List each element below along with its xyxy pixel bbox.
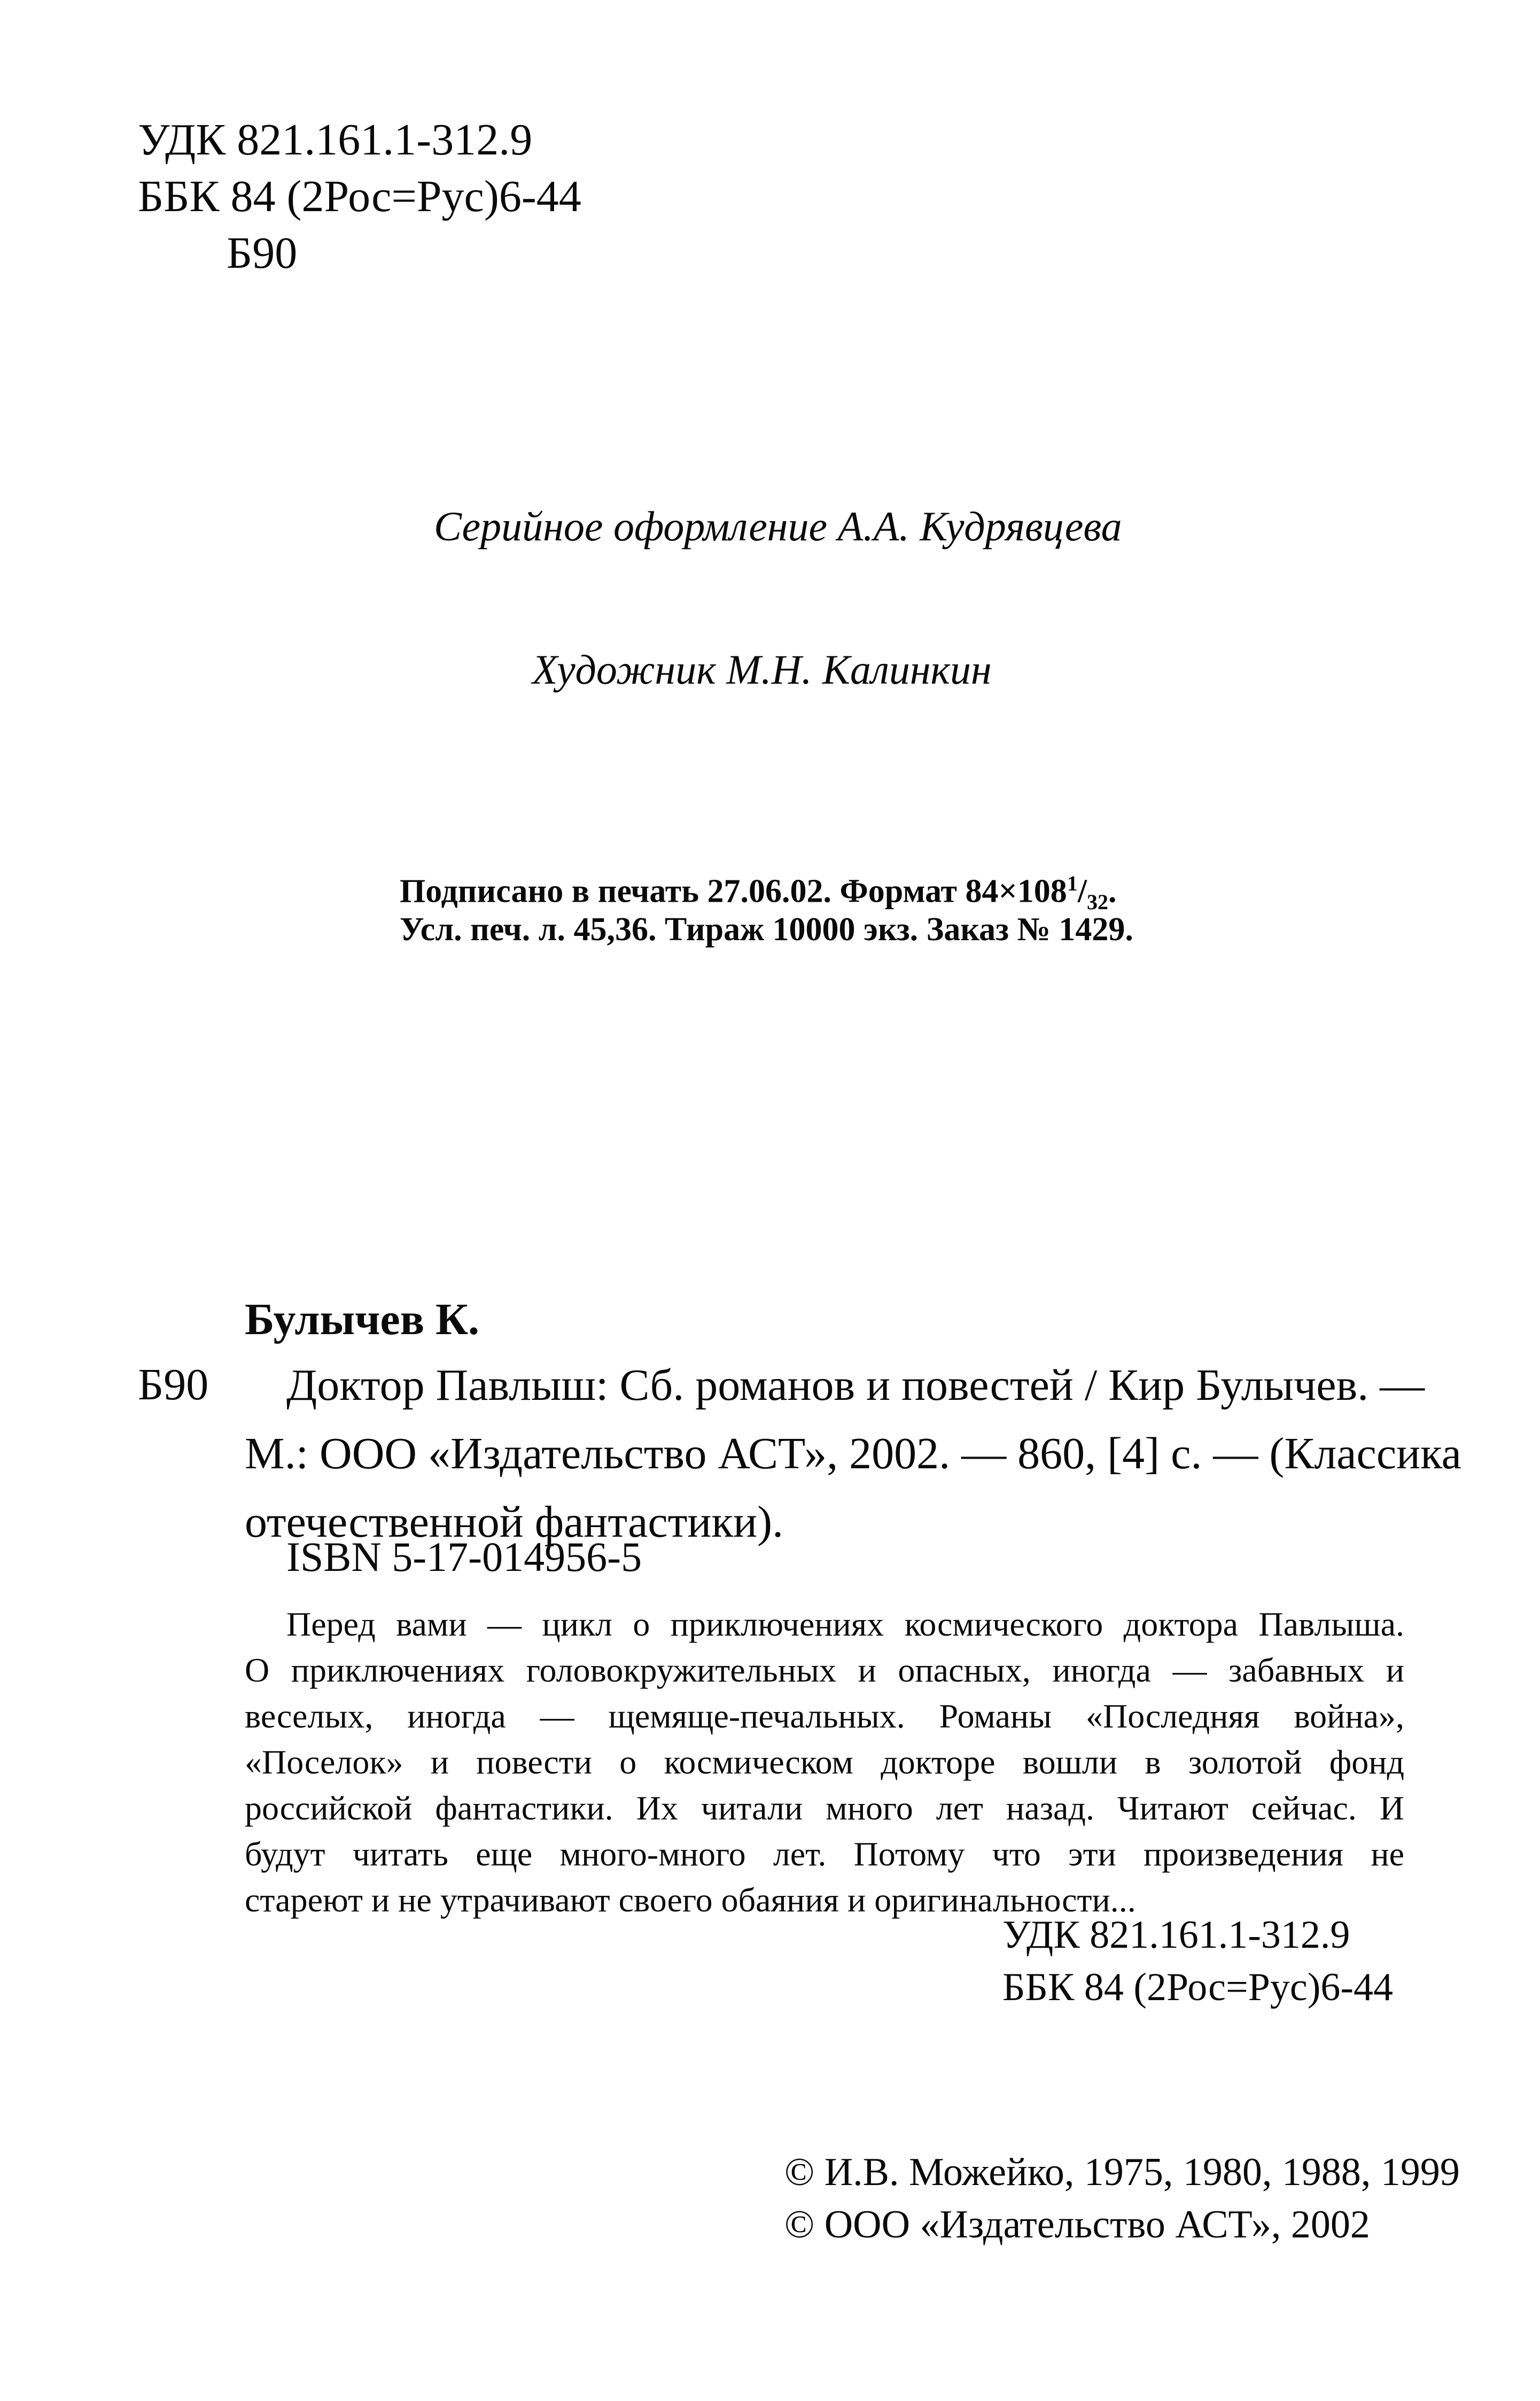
series-design-credit: Серийное оформление А.А. Кудрявцева <box>434 503 1122 549</box>
copyright-publisher: © ООО «Издательство АСТ», 2002 <box>784 2203 1370 2247</box>
bib-line-1: Доктор Павлыш: Сб. романов и повестей / Кир Булычев. — <box>286 1360 1425 1410</box>
artist-credit: Художник М.Н. Калинкин <box>532 646 992 693</box>
catalog-author: Булычев К. <box>245 1295 479 1344</box>
author-mark-top: Б90 <box>227 228 298 278</box>
annotation-line-7: стареют и не утрачивают своего обаяния и оригинальности... <box>245 1881 1136 1919</box>
format-slash: / <box>1077 873 1087 910</box>
bbk-code-top: ББК 84 (2Рос=Рус)6-44 <box>138 172 581 221</box>
annotation-line-6: будут читать еще много-много лет. Потому что эти произведения не <box>245 1835 1404 1873</box>
annotation-line-5: российской фантастики. Их читали много лет назад. Читают сейчас. И <box>245 1789 1404 1827</box>
bib-line-3: отечественной фантастики). <box>245 1497 784 1547</box>
imprint-text: Подписано в печать 27.06.02. Формат 84×108 <box>400 873 1067 910</box>
format-sup: 1 <box>1067 871 1078 895</box>
imprint-line-2: Усл. печ. л. 45,36. Тираж 10000 экз. Заказ № 1429. <box>400 911 1133 948</box>
format-dot: . <box>1108 873 1117 910</box>
annotation-line-3: веселых, иногда — щемяще-печальных. Романы «Последняя война», <box>245 1697 1404 1735</box>
annotation-line-1: Перед вами — цикл о приключениях космического доктора Павлыша. <box>286 1605 1404 1643</box>
bib-line-2: М.: ООО «Издательство АСТ», 2002. — 860, [4] с. — (Классика <box>245 1429 1461 1478</box>
annotation-line-2: О приключениях головокружительных и опасных, иногда — забавных и <box>245 1651 1404 1689</box>
annotation <box>245 1601 1404 1923</box>
isbn: ISBN 5-17-014956-5 <box>286 1533 642 1580</box>
format-sub: 32 <box>1087 890 1109 915</box>
annotation-line-4: «Поселок» и повести о космическом докторе вошли в золотой фонд <box>245 1743 1404 1781</box>
bbk-code-bottom: ББК 84 (2Рос=Рус)6-44 <box>1002 1965 1394 2009</box>
udk-code-bottom: УДК 821.161.1-312.9 <box>1002 1913 1350 1957</box>
copyright-author: © И.В. Можейко, 1975, 1980, 1988, 1999 <box>784 2150 1460 2194</box>
udk-code-top: УДК 821.161.1-312.9 <box>138 115 533 165</box>
bibliographic-description <box>286 1351 1425 1420</box>
catalog-code: Б90 <box>138 1360 209 1409</box>
